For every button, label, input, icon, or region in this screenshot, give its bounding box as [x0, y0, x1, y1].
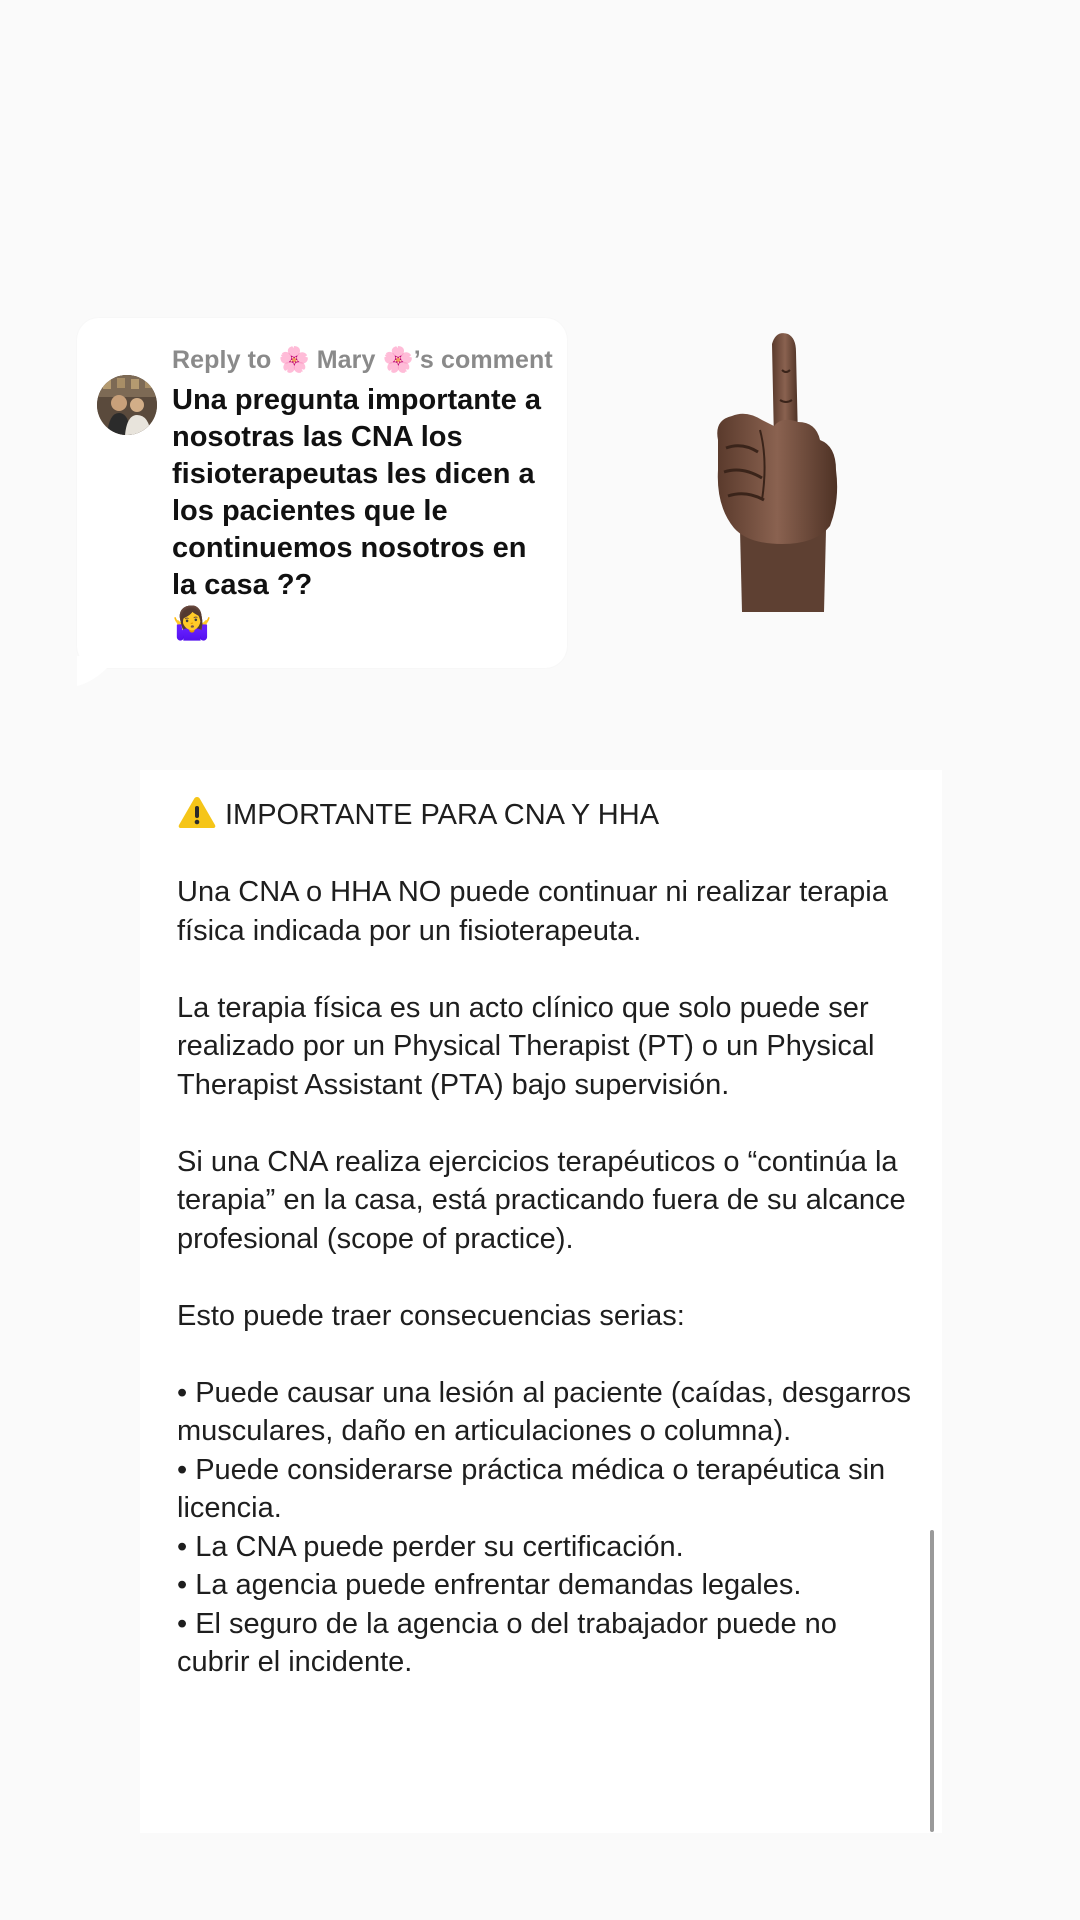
info-title-text: IMPORTANTE PARA CNA Y HHA: [225, 799, 660, 831]
info-paragraph-3: Si una CNA realiza ejercicios terapéuticos o “continúa la terapia” en la casa, está practicando fuera de su alcance profesional (scope of practice).: [177, 1145, 906, 1255]
bullet-item: • Puede causar una lesión al paciente (caídas, desgarros musculares, daño en articulaciones o columna).: [177, 1376, 911, 1447]
bullet-item: • Puede considerarse práctica médica o terapéutica sin licencia.: [177, 1453, 886, 1524]
reply-comment-text: [172, 382, 552, 644]
reply-suffix: ’s comment: [413, 346, 553, 374]
pointing-up-hand-icon[interactable]: [712, 330, 852, 615]
comment-body: Una pregunta importante a nosotras las CNA los fisioterapeutas les dicen a los pacientes que le continuemos nosotros en la casa ??: [172, 384, 541, 601]
info-paragraph-1: Una CNA o HHA NO puede continuar ni realizar terapia física indicada por un fisioterapeuta.: [177, 876, 888, 947]
info-title: [177, 795, 917, 835]
commenter-avatar[interactable]: [97, 375, 157, 435]
bullet-item: • La CNA puede perder su certificación.: [177, 1530, 684, 1563]
bullet-item: • El seguro de la agencia o del trabajador puede no cubrir el incidente.: [177, 1607, 837, 1678]
bubble-tail: [77, 656, 117, 686]
shrug-emoji-icon: 🤷‍♀️: [172, 605, 212, 641]
reply-prefix: Reply to: [172, 346, 279, 374]
flower-emoji-left: 🌸: [278, 346, 310, 374]
bullet-item: • La agencia puede enfrentar demandas legales.: [177, 1569, 802, 1601]
info-paragraph-2: La terapia física es un acto clínico que solo puede ser realizado por un Physical Therapist (PT) o un Physical Therapist Assistant (PTA) bajo supervisión.: [177, 991, 875, 1101]
flower-emoji-right: 🌸: [382, 346, 414, 374]
info-content: [177, 795, 917, 1682]
reply-header: [172, 346, 553, 375]
warning-icon: [177, 795, 217, 829]
reply-user-name: Mary: [309, 346, 383, 374]
avatar-photo-icon: [97, 375, 157, 435]
scrollbar[interactable]: [930, 1530, 934, 1832]
info-paragraph-4: Esto puede traer consecuencias serias:: [177, 1299, 685, 1332]
